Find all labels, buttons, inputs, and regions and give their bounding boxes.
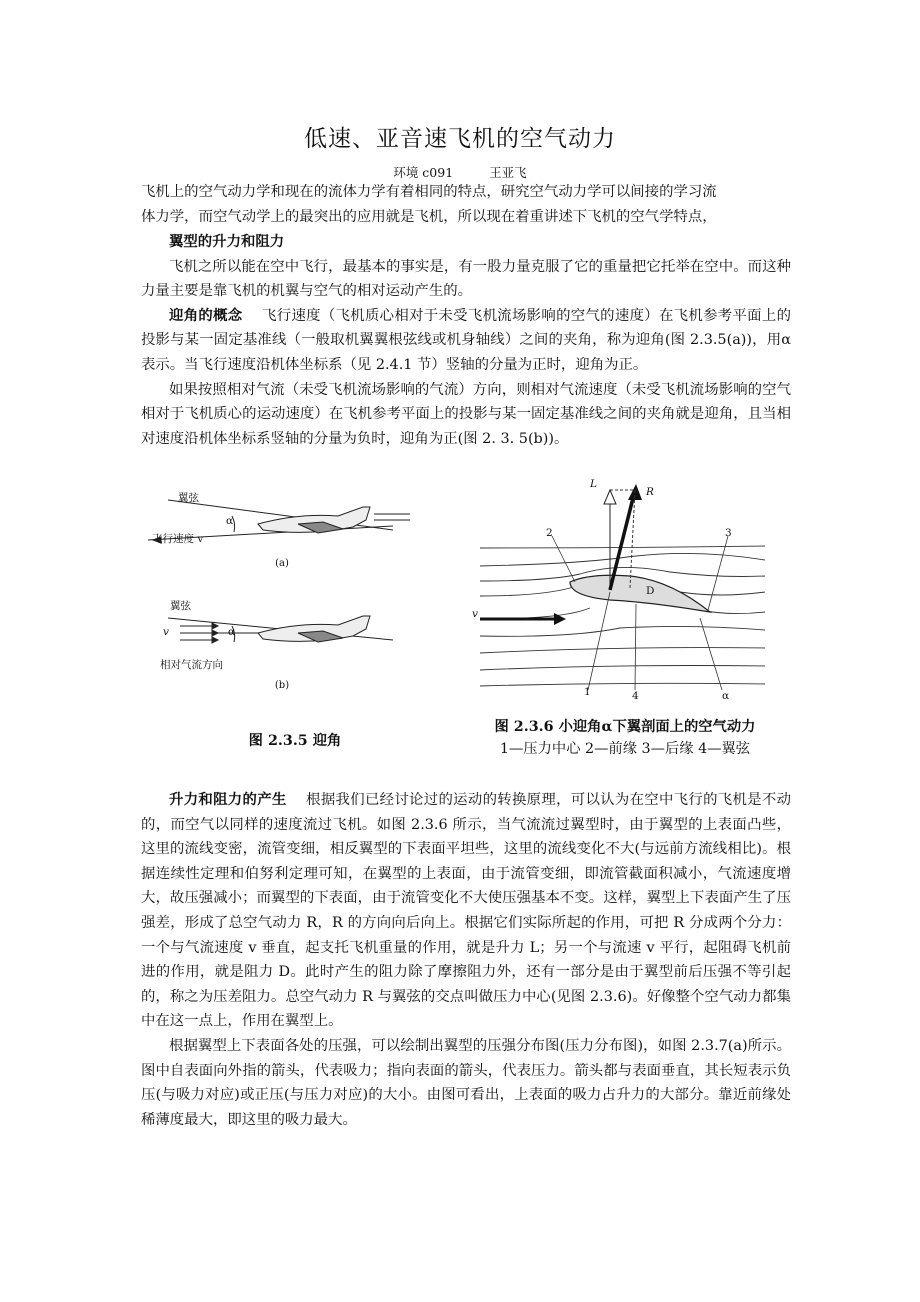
label-4: 4	[632, 690, 639, 702]
body-paragraph-lift	[141, 788, 791, 1034]
panel-b-label: (b)	[274, 680, 290, 691]
streamlines	[480, 546, 765, 686]
drag-label: D	[646, 585, 655, 597]
inline-text: 根据我们已经讨论过的运动的转换原理，可以认为在空中飞行的飞机是不动的，而空气以同样的速度流过飞机。如图 2.3.6 所示，当气流流过翼型时，由于翼型的上表面凸些，这里的流线变密，流管变细，相反翼型的下表面平坦些，这里的流线变化不大(与远前方流线相比)。根据连续性定理和伯努利定理可知，在翼型的上表面，由于流管变细，即流管截面积减小，气流速度增大，故压强减小；而翼型的下表面，由于流管变化不大使压强基本不变。这样，翼型上下表面产生了压强差，形成了总空气动力 R，R 的方向向后向上。根据它们实际所起的作用，可把 R 分成两个分力：一个与气流速度 v 垂直，起支托飞机重量的作用，就是升力 L；另一个与流速 v 平行，起阻碍飞机前进的作用，就是阻力 D。此时产生的阻力除了摩擦阻力外，还有一部分是由于翼型前后压强不等引起的，称之为压差阻力。总空气动力 R 与翼弦的交点叫做压力中心(见图 2.3.6)。好像整个空气动力都集中在这一点上，作用在翼型上。	[141, 792, 791, 1030]
alpha-label: α	[722, 690, 730, 702]
panel-a-label: (a)	[275, 558, 289, 569]
body-paragraph: 根据翼型上下表面各处的压强，可以绘制出翼型的压强分布图(压力分布图)，如图 2.3.7(a)所示。图中自表面向外指的箭头，代表吸力；指向表面的箭头，代表压力。箭头都与表面垂直，其长短表示负压(与吸力对应)或正压(与压力对应)的大小。由图可看出，上表面的吸力占升力的大部分。靠近前缘处稀薄度最大，即这里的吸力最大。	[141, 1037, 791, 1128]
page-title: 低速、亚音速飞机的空气动力	[304, 126, 616, 152]
chord-label-b: 翼弦	[170, 600, 191, 612]
body-paragraph: 如果按照相对气流（未受飞机流场影响的气流）方向，则相对气流速度（未受飞机流场影响的空气相对于飞机质心的运动速度）在飞机参考平面上的投影与某一固定基准线之间的夹角就是迎角，且当相对速度沿机体坐标系竖轴的分量为负时，迎角为正(图 2. 3. 5(b))。	[141, 381, 791, 447]
author-name: 王亚飞	[489, 165, 527, 180]
v-label-b: v	[163, 626, 169, 638]
figure-2-3-6-drawing	[470, 478, 770, 710]
alpha-label-a: α	[226, 515, 234, 527]
intro-paragraph	[141, 180, 791, 229]
intro-line-1: 飞机上的空气动力学和现在的流体力学有着相同的特点，研究空气动力学可以间接的学习流	[141, 184, 717, 200]
alpha-label-b: α	[228, 626, 236, 638]
label-3: 3	[725, 527, 732, 539]
author-line	[0, 163, 920, 181]
body-paragraph: 飞机之所以能在空中飞行，最基本的事实是，有一股力量克服了它的重量把它托举在空中。而这种力量主要是靠飞机的机翼与空气的相对运动产生的。	[141, 258, 791, 300]
chord-label-a: 翼弦	[178, 492, 199, 504]
figure-2-3-5-caption: 图 2.3.5 迎角	[248, 733, 342, 749]
resultant-label: R	[646, 486, 654, 498]
section-lift-drag	[141, 230, 791, 451]
section-heading: 翼型的升力和阻力	[169, 233, 285, 250]
velocity-label: v	[472, 608, 478, 620]
figure-2-3-6-legend: 1—压力中心 2—前缘 3—后缘 4—翼弦	[499, 741, 751, 757]
label-2: 2	[546, 527, 553, 539]
lift-label: L	[590, 478, 597, 490]
label-1: 1	[584, 686, 591, 698]
intro-line-2: 体力学，而空气动学上的最突出的应用就是飞机，所以现在着重讲述下飞机的空气学特点，	[141, 208, 717, 225]
panel-b	[168, 616, 393, 643]
lift-arrowhead	[604, 490, 616, 504]
inline-heading: 升力和阻力的产生	[169, 791, 287, 808]
section-lift-generation	[141, 788, 791, 1132]
body-paragraph-aoa	[141, 304, 791, 378]
inline-heading: 迎角的概念	[169, 306, 243, 324]
speed-label-a: 飞行速度 v	[152, 533, 204, 545]
flow-label-b: 相对气流方向	[160, 659, 223, 671]
class-label: 环境 c091	[393, 165, 454, 180]
inline-text: 飞行速度（飞机质心相对于未受飞机流场影响的空气的速度）在飞机参考平面上的投影与某一固定基准线（一般取机翼翼根弦线或机身轴线）之间的夹角，称为迎角(图 2.3.5(a))，用α表示。当飞行速度沿机体坐标系（见 2.4.1 节）竖轴的分量为正时，迎角为正。	[141, 307, 791, 373]
figure-2-3-6-caption: 图 2.3.6 小迎角α下翼剖面上的空气动力	[494, 719, 756, 735]
